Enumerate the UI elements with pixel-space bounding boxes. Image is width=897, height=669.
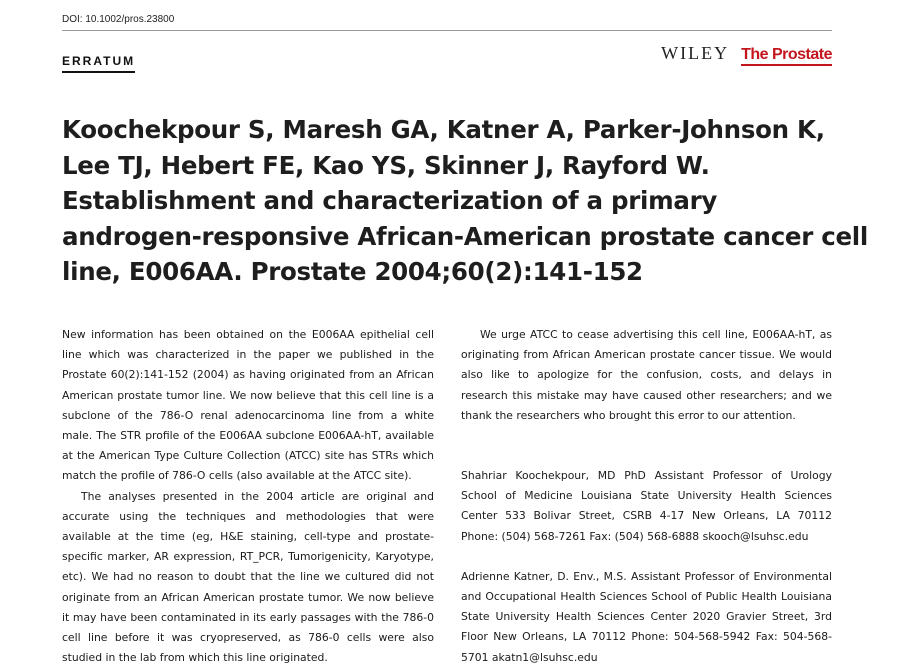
article-title xyxy=(62,112,868,290)
body-paragraph: The analyses presented in the 2004 article are original and accurate using the techniques and methodologies that were available at the time (eg, H&E staining, cell-type and prostate-specific marker, AR expression, RT_PCR, Tumorigenicity, Karyotype, etc). We had no reason to doubt that the line we cultured did not originate from an African American prostate tumor. We now believe it may have been contaminated in its early passages with the 786-0 cell line before it was cryopreserved, as 786-0 cells were also studied in the lab from which this line originated. xyxy=(62,489,434,665)
section-label: ERRATUM xyxy=(62,54,135,73)
title-line: line, E006AA. Prostate 2004;60(2):141-152 xyxy=(62,257,643,286)
right-column xyxy=(461,325,832,668)
journal-logo: The Prostate xyxy=(741,46,832,66)
body-paragraph: New information has been obtained on the E006AA epithelial cell line which was characterized in the paper we published in the Prostate 60(2):141-152 (2004) as having originated from an African American prostate tumor line. We now believe that this cell line is a subclone of the 786-O renal adenocarcinoma line from a white male. The STR profile of the E006AA subclone E006AA-hT, available at the American Type Culture Collection (ATCC) site has STRs which match the profile of 786-O cells (also available at the ATCC site). xyxy=(62,328,434,483)
title-line: Establishment and characterization of a primary xyxy=(62,186,718,215)
publisher-logo: WILEY xyxy=(661,43,730,63)
brand-logos xyxy=(661,43,832,66)
left-column xyxy=(62,325,434,668)
author-contact: Adrienne Katner, D. Env., M.S. Assistant Professor of Environmental and Occupational Health Sciences School of Public Health Louisiana State University Health Sciences Center 2020 Gravier Street, 3rd Floor New Orleans, LA 70112 Phone: 504-568-5942 Fax: 504-568-5701 akatn1@lsuhsc.edu xyxy=(461,569,832,664)
title-line: androgen-responsive African-American prostate cancer cell xyxy=(62,221,868,251)
body-paragraph: We urge ATCC to cease advertising this cell line, E006AA-hT, as originating from African American prostate cancer tissue. We would also like to apologize for the confusion, costs, and delays in research this mistake may have caused other researchers; and we thank the researchers who brought this error to our attention. xyxy=(461,328,832,422)
title-line: Koochekpour S, Maresh GA, Katner A, Parker-Johnson K, xyxy=(62,115,825,144)
title-line: Lee TJ, Hebert FE, Kao YS, Skinner J, Rayford W. xyxy=(62,150,710,180)
author-contact: Shahriar Koochekpour, MD PhD Assistant Professor of Urology School of Medicine Louisiana State University Health Sciences Center 533 Bolivar Street, CSRB 4-17 New Orleans, LA 70112 Phone: (504) 568-7261 Fax: (504) 568-6888 skooch@lsuhsc.edu xyxy=(461,469,832,543)
doi-line: DOI: 10.1002/pros.23800 xyxy=(62,14,175,25)
top-rule xyxy=(62,30,832,31)
